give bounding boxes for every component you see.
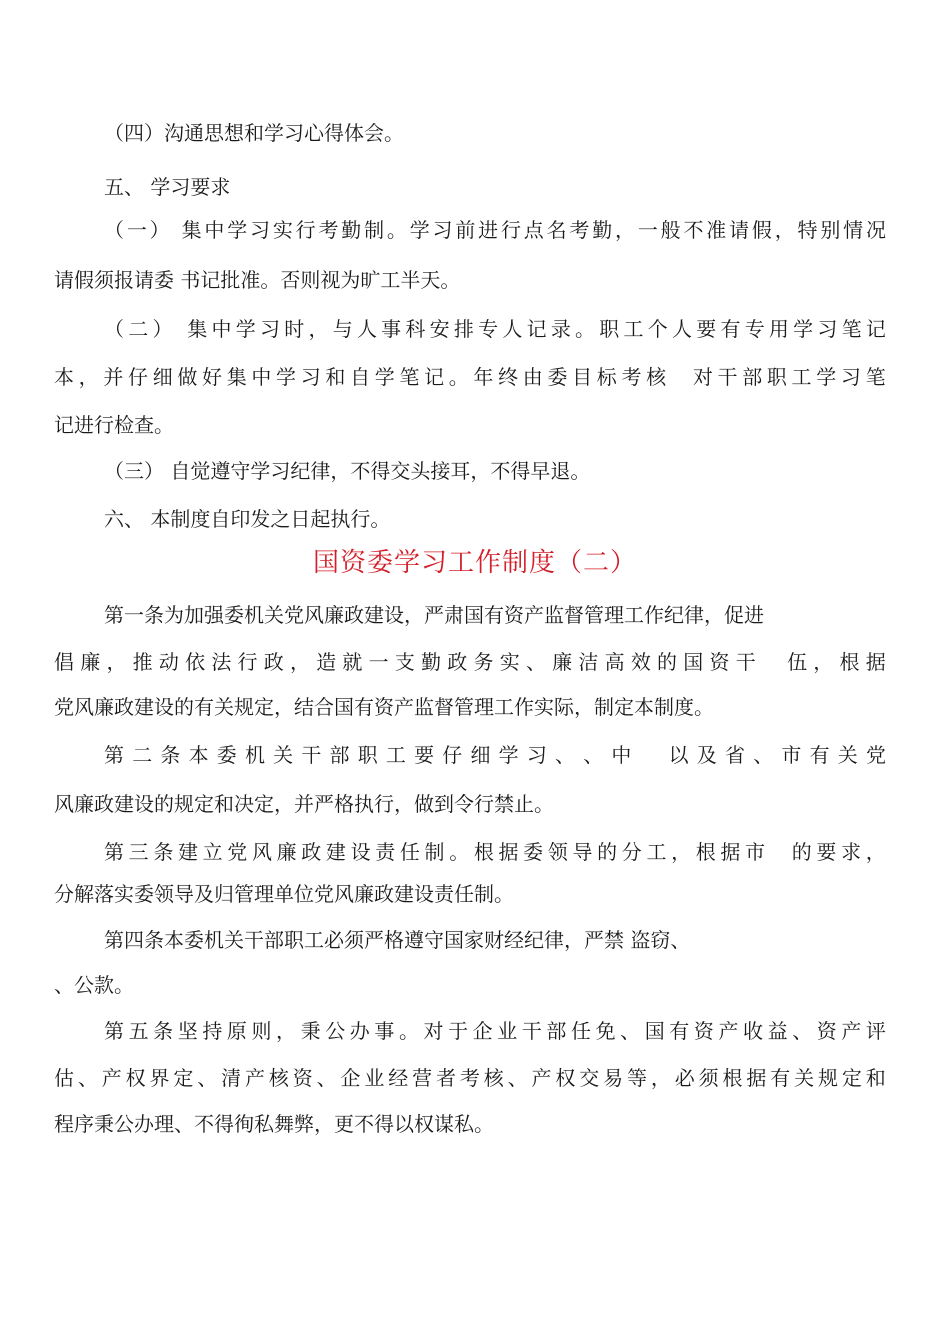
text-char: 企: [472, 1019, 493, 1043]
text-char: 中: [611, 743, 632, 767]
text-char: 考: [569, 218, 590, 242]
text-char: 部: [546, 1019, 567, 1043]
text-char: 就: [342, 650, 363, 674]
text-char: 、: [507, 1066, 528, 1090]
text-char: 干: [717, 365, 738, 389]
text-char: 学: [227, 218, 248, 242]
text-char: 本: [54, 365, 74, 389]
text-char: 好: [202, 365, 223, 389]
text-char: 原: [226, 1019, 247, 1043]
text-char: 、: [792, 1019, 813, 1043]
text-char: 据: [498, 840, 519, 864]
text-char: 以: [668, 743, 689, 767]
text-char: 事: [374, 1019, 395, 1043]
text-char: ，: [615, 218, 636, 242]
text-char: ，: [650, 1066, 671, 1090]
text-char: 国: [683, 650, 704, 674]
text-char: 制: [364, 218, 385, 242]
text-char: 行: [237, 650, 258, 674]
text-char: 必: [674, 1066, 695, 1090]
text-char: 记: [526, 317, 547, 341]
text-char: 人: [356, 317, 377, 341]
text-char: 般: [660, 218, 681, 242]
text-char: 等: [627, 1066, 647, 1090]
text-char: 二: [132, 743, 153, 767]
text-char: 根: [722, 1066, 743, 1090]
text-char: 、: [753, 743, 774, 767]
text-char: [177, 313, 183, 345]
text-line: 风廉政建设的规定和决定，并严格执行，做到令行禁止。: [54, 792, 554, 816]
text-char: 年: [473, 365, 494, 389]
text-char: 清: [221, 1066, 242, 1090]
text-char: 高: [604, 650, 625, 674]
text-char: 一: [126, 218, 147, 242]
text-char: 集: [226, 365, 247, 389]
text-char: 勤: [592, 218, 613, 242]
text-char: 笔: [399, 365, 420, 389]
text-line: 程序秉公办理、不得徇私舞弊，更不得以权谋私。: [54, 1112, 494, 1136]
text-char: 政: [447, 650, 468, 674]
text-char: 动: [158, 650, 179, 674]
text-char: ，: [106, 650, 127, 674]
text-char: 及: [696, 743, 717, 767]
text-char: 资: [693, 1019, 714, 1043]
text-char: 由: [522, 365, 543, 389]
text-line: [104, 1015, 886, 1047]
text-char: 效: [630, 650, 651, 674]
text-char: 个: [647, 317, 668, 341]
text-char: 产: [101, 1066, 122, 1090]
text-char: 科: [405, 317, 426, 341]
text-char: 委: [547, 365, 568, 389]
text-line: 第一条为加强委机关党风廉政建设，严肃国有资产监督管理工作纪律，促进: [104, 603, 764, 627]
text-char: 、: [620, 1019, 641, 1043]
text-char: 一: [368, 650, 389, 674]
text-char: 产: [531, 1066, 552, 1090]
text-char: 推: [132, 650, 153, 674]
text-char: 、: [316, 1066, 337, 1090]
text-char: 、: [525, 650, 546, 674]
text-char: 工: [623, 317, 644, 341]
text-char: 委: [523, 840, 544, 864]
text-char: 习: [840, 365, 861, 389]
text-char: 权: [125, 1066, 146, 1090]
text-char: 。: [448, 365, 469, 389]
text-char: 评: [865, 1019, 886, 1043]
text-char: 况: [865, 218, 886, 242]
text-char: 建: [177, 840, 198, 864]
text-char: 学: [276, 365, 297, 389]
text-char: 特: [797, 218, 818, 242]
text-char: 任: [570, 1019, 591, 1043]
text-char: 条: [153, 840, 174, 864]
text-char: 职: [599, 317, 620, 341]
text-char: 估: [54, 1066, 74, 1090]
text-line: 、公款。: [54, 973, 134, 997]
text-char: [762, 646, 768, 678]
text-char: 点: [523, 218, 544, 242]
text-char: 立: [202, 840, 223, 864]
text-char: 产: [841, 1019, 862, 1043]
text-char: 细: [470, 743, 491, 767]
text-char: 习: [817, 317, 838, 341]
text-char: 廉: [80, 650, 101, 674]
text-char: 公: [325, 1019, 346, 1043]
text-char: 。: [449, 840, 470, 864]
text-char: 倡: [54, 650, 74, 674]
text-char: 一: [637, 218, 658, 242]
text-char: 记: [865, 317, 886, 341]
text-line: [104, 313, 886, 345]
text-char: 机: [244, 743, 265, 767]
text-char: 廉: [552, 650, 573, 674]
text-char: 依: [185, 650, 206, 674]
text-char: 免: [595, 1019, 616, 1043]
text-char: 交: [579, 1066, 600, 1090]
text-char: 集: [187, 317, 208, 341]
text-char: [172, 214, 178, 246]
text-char: 设: [350, 840, 371, 864]
text-char: 别: [820, 218, 841, 242]
text-char: 专: [478, 317, 499, 341]
text-char: 国: [644, 1019, 665, 1043]
text-line: [104, 739, 886, 771]
text-line: 记进行检查。: [54, 413, 174, 437]
text-char: 细: [152, 365, 173, 389]
text-char: 人: [671, 317, 692, 341]
text-char: 核: [646, 365, 667, 389]
text-char: [770, 836, 776, 868]
text-char: ，: [865, 840, 886, 864]
text-char: 市: [781, 743, 802, 767]
text-char: 行: [500, 218, 521, 242]
text-char: 情: [843, 218, 864, 242]
text-char: ，: [308, 317, 329, 341]
text-char: 对: [692, 365, 713, 389]
text-char: 者: [436, 1066, 456, 1090]
text-char: 目: [572, 365, 593, 389]
text-char: 有: [720, 317, 741, 341]
text-char: 仔: [128, 365, 149, 389]
text-line: [54, 361, 886, 393]
text-char: 中: [251, 365, 272, 389]
text-char: 工: [385, 743, 406, 767]
text-char: ，: [671, 840, 692, 864]
text-char: ）: [152, 317, 173, 341]
text-char: 营: [412, 1066, 433, 1090]
text-char: 的: [791, 840, 812, 864]
text-char: 记: [424, 365, 445, 389]
text-char: 办: [349, 1019, 370, 1043]
text-char: 干: [301, 743, 322, 767]
text-char: 党: [865, 743, 886, 767]
text-char: 规: [818, 1066, 838, 1090]
text-char: 、: [555, 743, 575, 767]
text-char: 工: [791, 365, 812, 389]
text-char: 关: [794, 1066, 815, 1090]
text-char: 关: [273, 743, 294, 767]
text-line: （三） 自觉遵守学习纪律，不得交头接耳，不得早退。: [104, 459, 591, 483]
text-char: [671, 361, 677, 393]
text-char: （: [104, 218, 124, 242]
text-char: 第: [104, 840, 124, 864]
text-char: 廉: [276, 840, 297, 864]
text-char: 责: [375, 840, 396, 864]
text-char: 制: [424, 840, 445, 864]
text-char: 根: [695, 840, 716, 864]
text-char: 排: [453, 317, 474, 341]
text-char: 干: [735, 650, 756, 674]
text-char: 定: [841, 1066, 862, 1090]
text-char: ，: [289, 650, 310, 674]
text-char: 经: [388, 1066, 409, 1090]
text-char: 学: [793, 317, 814, 341]
text-char: 勤: [421, 650, 442, 674]
text-char: 委: [216, 743, 237, 767]
text-char: 资: [709, 650, 730, 674]
text-char: 造: [316, 650, 337, 674]
text-char: 领: [547, 840, 568, 864]
text-char: 据: [865, 650, 886, 674]
text-char: 学: [374, 365, 395, 389]
text-char: 并: [103, 365, 124, 389]
text-char: 准: [706, 218, 727, 242]
text-char: 进: [478, 218, 499, 242]
text-char: （: [104, 317, 124, 341]
text-char: 据: [746, 1066, 767, 1090]
text-char: [654, 739, 660, 771]
text-char: 职: [357, 743, 378, 767]
text-char: 安: [429, 317, 450, 341]
document-title: 国资委学习工作制度（二）: [312, 548, 637, 578]
text-char: 部: [742, 365, 763, 389]
text-char: 、: [77, 1066, 98, 1090]
text-line: 请假须报请委 书记批准。否则视为旷工半天。: [54, 268, 461, 292]
text-char: 资: [816, 1019, 837, 1043]
text-char: ，: [78, 365, 99, 389]
text-char: 考: [318, 218, 339, 242]
text-char: 习: [432, 218, 453, 242]
text-char: 用: [768, 317, 789, 341]
text-char: 第: [104, 743, 124, 767]
text-char: 政: [263, 650, 284, 674]
text-char: 界: [149, 1066, 170, 1090]
text-char: 专: [744, 317, 765, 341]
text-char: 。: [386, 218, 407, 242]
text-line: [104, 836, 886, 868]
text-char: 习: [526, 743, 547, 767]
text-line: [54, 1062, 886, 1094]
text-char: 考: [621, 365, 642, 389]
text-char: 习: [250, 218, 271, 242]
text-char: 部: [329, 743, 350, 767]
text-char: [640, 739, 646, 771]
text-char: 政: [301, 840, 322, 864]
text-char: 资: [292, 1066, 313, 1090]
text-char: 核: [268, 1066, 289, 1090]
text-char: 五: [128, 1019, 149, 1043]
text-char: 、: [197, 1066, 218, 1090]
text-line: （四）沟通思想和学习心得体会。: [104, 121, 404, 145]
text-char: 条: [160, 743, 181, 767]
text-char: 分: [621, 840, 642, 864]
text-char: 。: [398, 1019, 419, 1043]
text-char: 据: [720, 840, 741, 864]
text-char: 务: [473, 650, 494, 674]
text-char: 要: [414, 743, 435, 767]
text-char: 工: [646, 840, 667, 864]
text-char: 市: [745, 840, 766, 864]
text-char: 对: [423, 1019, 444, 1043]
text-char: 有: [809, 743, 830, 767]
text-char: 本: [188, 743, 209, 767]
text-char: ，: [813, 650, 834, 674]
text-char: 须: [698, 1066, 719, 1090]
text-char: 风: [251, 840, 272, 864]
text-char: 业: [497, 1019, 518, 1043]
text-char: 益: [767, 1019, 788, 1043]
text-char: 学: [498, 743, 519, 767]
text-char: 坚: [177, 1019, 198, 1043]
text-char: 则: [251, 1019, 272, 1043]
text-char: 企: [340, 1066, 361, 1090]
text-char: 请: [729, 218, 750, 242]
text-char: 支: [394, 650, 415, 674]
text-char: 与: [332, 317, 353, 341]
text-char: 有: [669, 1019, 690, 1043]
text-char: 集: [181, 218, 202, 242]
text-char: 中: [211, 317, 232, 341]
text-char: 行: [295, 218, 316, 242]
text-char: 职: [766, 365, 787, 389]
text-char: 核: [483, 1066, 504, 1090]
text-char: 根: [473, 840, 494, 864]
text-char: 录: [550, 317, 571, 341]
text-char: 的: [657, 650, 678, 674]
text-char: 自: [350, 365, 371, 389]
text-line: [104, 214, 886, 246]
text-char: 人: [502, 317, 523, 341]
text-line: 党风廉政建设的有关规定，结合国有资产监督管理工作实际，制定本制度。: [54, 695, 714, 719]
text-char: 第: [104, 1019, 124, 1043]
text-char: 业: [364, 1066, 385, 1090]
text-char: [682, 361, 688, 393]
section-heading: 六、 本制度自印发之日起执行。: [104, 507, 391, 531]
text-char: 导: [572, 840, 593, 864]
text-char: 勤: [341, 218, 362, 242]
text-char: 要: [816, 840, 837, 864]
text-char: 考: [459, 1066, 480, 1090]
text-char: 二: [128, 317, 149, 341]
text-char: 有: [770, 1066, 791, 1090]
text-char: 的: [597, 840, 618, 864]
text-char: 产: [718, 1019, 739, 1043]
text-char: 洁: [578, 650, 599, 674]
text-char: [774, 646, 780, 678]
text-char: [781, 836, 787, 868]
text-char: 易: [603, 1066, 624, 1090]
text-char: 笔: [841, 317, 862, 341]
section-heading: 五、 学习要求: [104, 175, 231, 199]
text-char: 建: [325, 840, 346, 864]
text-char: 、: [583, 743, 604, 767]
text-char: 假: [751, 218, 772, 242]
text-char: 。: [575, 317, 596, 341]
text-char: 关: [837, 743, 858, 767]
text-char: 前: [455, 218, 476, 242]
text-char: 持: [202, 1019, 223, 1043]
text-char: 笔: [865, 365, 886, 389]
text-char: 终: [498, 365, 519, 389]
text-char: 求: [841, 840, 862, 864]
text-char: 习: [300, 365, 321, 389]
text-char: 名: [546, 218, 567, 242]
text-line: 分解落实委领导及归管理单位党风廉政建设责任制。: [54, 882, 514, 906]
text-char: 学: [409, 218, 430, 242]
text-char: 定: [173, 1066, 194, 1090]
text-char: 三: [128, 840, 149, 864]
text-char: 标: [596, 365, 617, 389]
text-char: 仔: [442, 743, 463, 767]
text-char: 秉: [300, 1019, 321, 1043]
text-char: 不: [683, 218, 704, 242]
text-char: ）: [149, 218, 170, 242]
text-char: 要: [696, 317, 717, 341]
text-char: 省: [725, 743, 746, 767]
text-char: 时: [284, 317, 305, 341]
text-char: 权: [555, 1066, 576, 1090]
text-char: ，: [774, 218, 795, 242]
text-char: 法: [211, 650, 232, 674]
text-char: 条: [153, 1019, 174, 1043]
text-char: 伍: [787, 650, 808, 674]
text-char: 收: [743, 1019, 764, 1043]
text-char: 任: [399, 840, 420, 864]
text-char: 习: [260, 317, 280, 341]
text-line: [54, 646, 886, 678]
text-char: 学: [235, 317, 256, 341]
text-char: 学: [816, 365, 837, 389]
text-char: 实: [499, 650, 520, 674]
text-char: 党: [227, 840, 248, 864]
text-char: 实: [272, 218, 293, 242]
text-char: 产: [245, 1066, 265, 1090]
text-char: ，: [276, 1019, 297, 1043]
text-char: 干: [521, 1019, 542, 1043]
text-char: 做: [177, 365, 198, 389]
text-char: 中: [204, 218, 225, 242]
text-char: 事: [381, 317, 402, 341]
text-line: 第四条本委机关干部职工必须严格遵守国家财经纪律，严禁 盗窃、: [104, 928, 691, 952]
text-char: 根: [839, 650, 860, 674]
text-char: 于: [448, 1019, 469, 1043]
text-char: 和: [325, 365, 346, 389]
text-char: 和: [865, 1066, 886, 1090]
